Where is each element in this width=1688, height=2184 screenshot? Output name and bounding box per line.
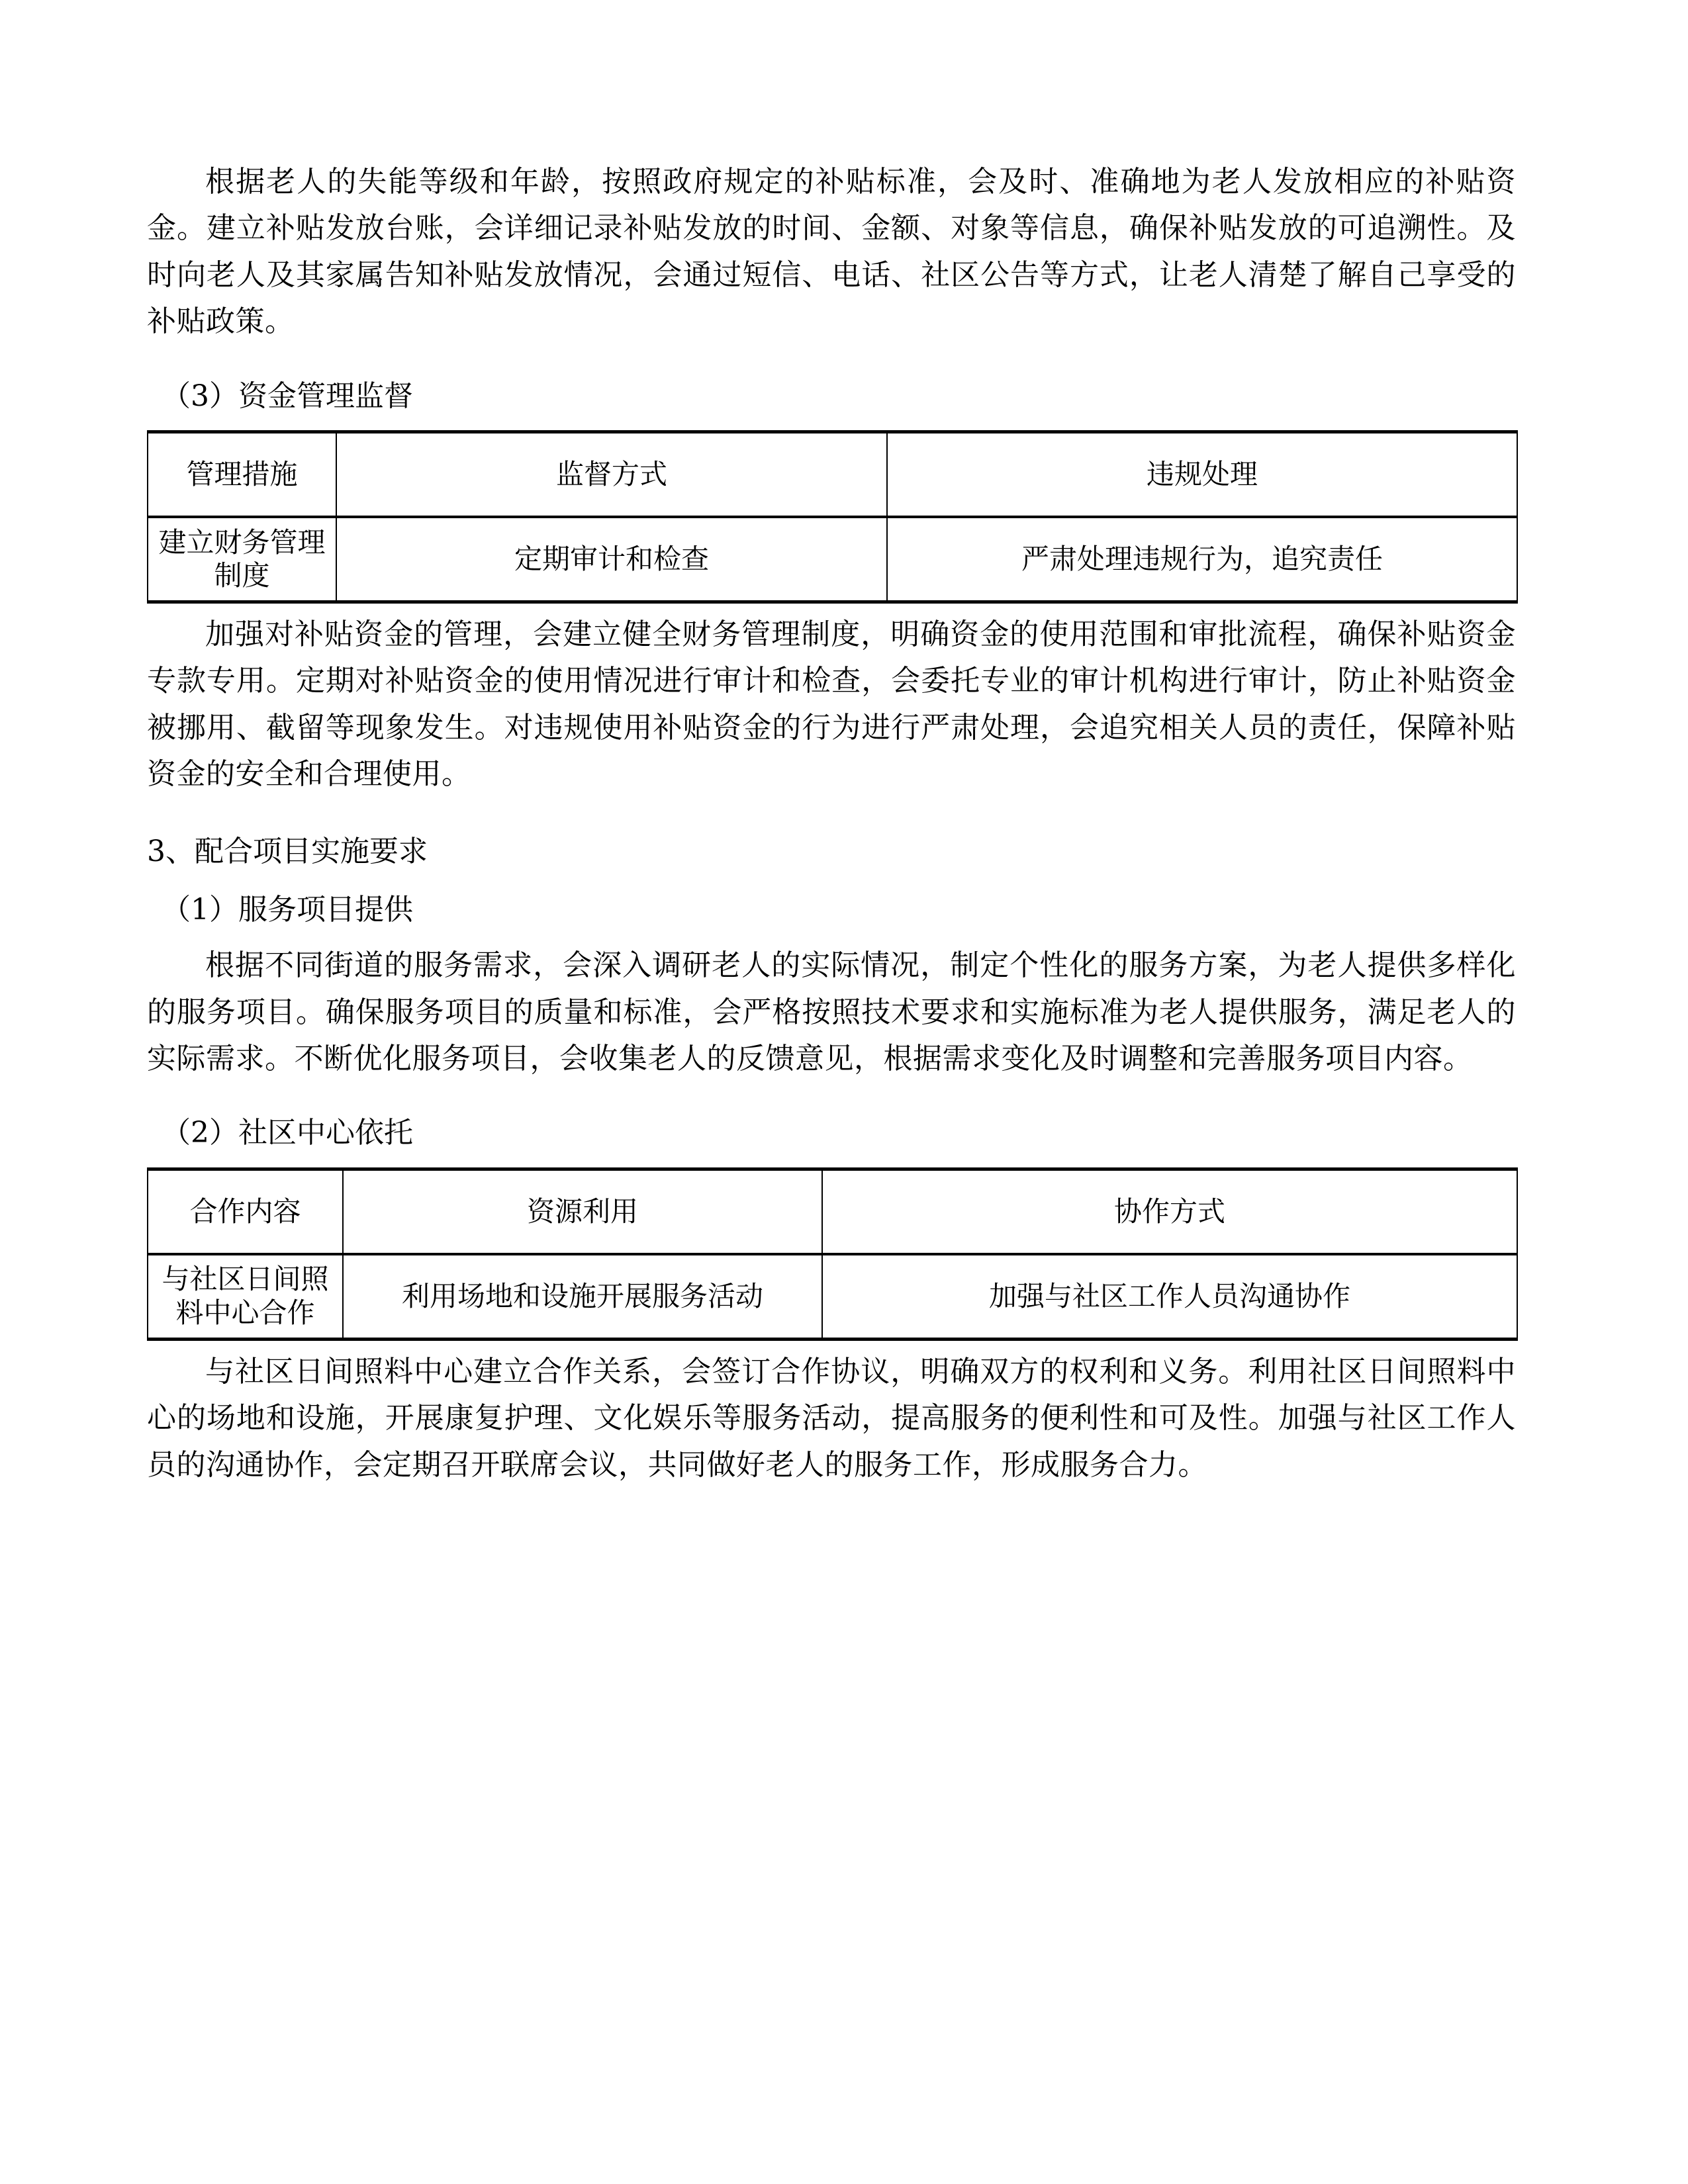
table-header-row [148,432,1517,517]
paragraph-service-provision-detail: 根据不同街道的服务需求，会深入调研老人的实际情况，制定个性化的服务方案，为老人提供多样化的服务项目。确保服务项目的质量和标准，会严格按照技术要求和实施标准为老人提供服务，满足老人的实际需求。不断优化服务项目，会收集老人的反馈意见，根据需求变化及时调整和完善服务项目内容。 [147,948,1516,1076]
spacer [147,1086,1516,1098]
heading-fund-management-supervision: （3）资金管理监督 [162,379,413,413]
table-cell-violation-handling-value: 严肃处理违规行为，追究责任 [887,517,1517,602]
heading-community-center-reliance: （2）社区中心依托 [162,1116,413,1150]
table-header-cell-violation-handling: 违规处理 [887,432,1517,517]
table-header-cell-resource-utilization: 资源利用 [343,1169,822,1254]
table-header-cell-cooperation-content: 合作内容 [148,1169,343,1254]
table-header-cell-supervision-method: 监督方式 [336,432,887,517]
paragraph-subsidy-distribution: 根据老人的失能等级和年龄，按照政府规定的补贴标准，会及时、准确地为老人发放相应的补贴资金。建立补贴发放台账，会详细记录补贴发放的时间、金额、对象等信息，确保补贴发放的可追溯性。及时向老人及其家属告知补贴发放情况，会通过短信、电话、社区公告等方式，让老人清楚了解自己享受的补贴政策。 [147,165,1516,339]
table-fund-management [147,430,1518,604]
table-cell-supervision-method-value: 定期审计和检查 [336,517,887,602]
table-row [148,517,1517,602]
heading-project-implementation-requirements: 3、配合项目实施要求 [147,834,428,868]
table-header-cell-management-measure: 管理措施 [148,432,336,517]
spacer [147,802,1516,814]
table-row [148,1254,1517,1340]
table-header-row [148,1169,1517,1254]
table-cell-management-measure-value: 建立财务管理制度 [148,517,336,602]
heading-service-item-provision: （1）服务项目提供 [162,892,413,927]
table-cell-resource-utilization-value: 利用场地和设施开展服务活动 [343,1254,822,1340]
table-header-cell-collaboration-method: 协作方式 [822,1169,1517,1254]
paragraph-community-cooperation-detail: 与社区日间照料中心建立合作关系，会签订合作协议，明确双方的权利和义务。利用社区日间照料中心的场地和设施，开展康复护理、文化娱乐等服务活动，提高服务的便利性和可及性。加强与社区工作人员的沟通协作，会定期召开联席会议，共同做好老人的服务工作，形成服务合力。 [147,1354,1516,1482]
spacer [147,349,1516,361]
table-cell-collaboration-method-value: 加强与社区工作人员沟通协作 [822,1254,1517,1340]
table-community-cooperation [147,1167,1518,1341]
table-cell-cooperation-content-value: 与社区日间照料中心合作 [148,1254,343,1340]
paragraph-fund-management-detail: 加强对补贴资金的管理，会建立健全财务管理制度，明确资金的使用范围和审批流程，确保补贴资金专款专用。定期对补贴资金的使用情况进行审计和检查，会委托专业的审计机构进行审计，防止补贴资金被挪用、截留等现象发生。对违规使用补贴资金的行为进行严肃处理，会追究相关人员的责任，保障补贴资金的安全和合理使用。 [147,617,1516,792]
